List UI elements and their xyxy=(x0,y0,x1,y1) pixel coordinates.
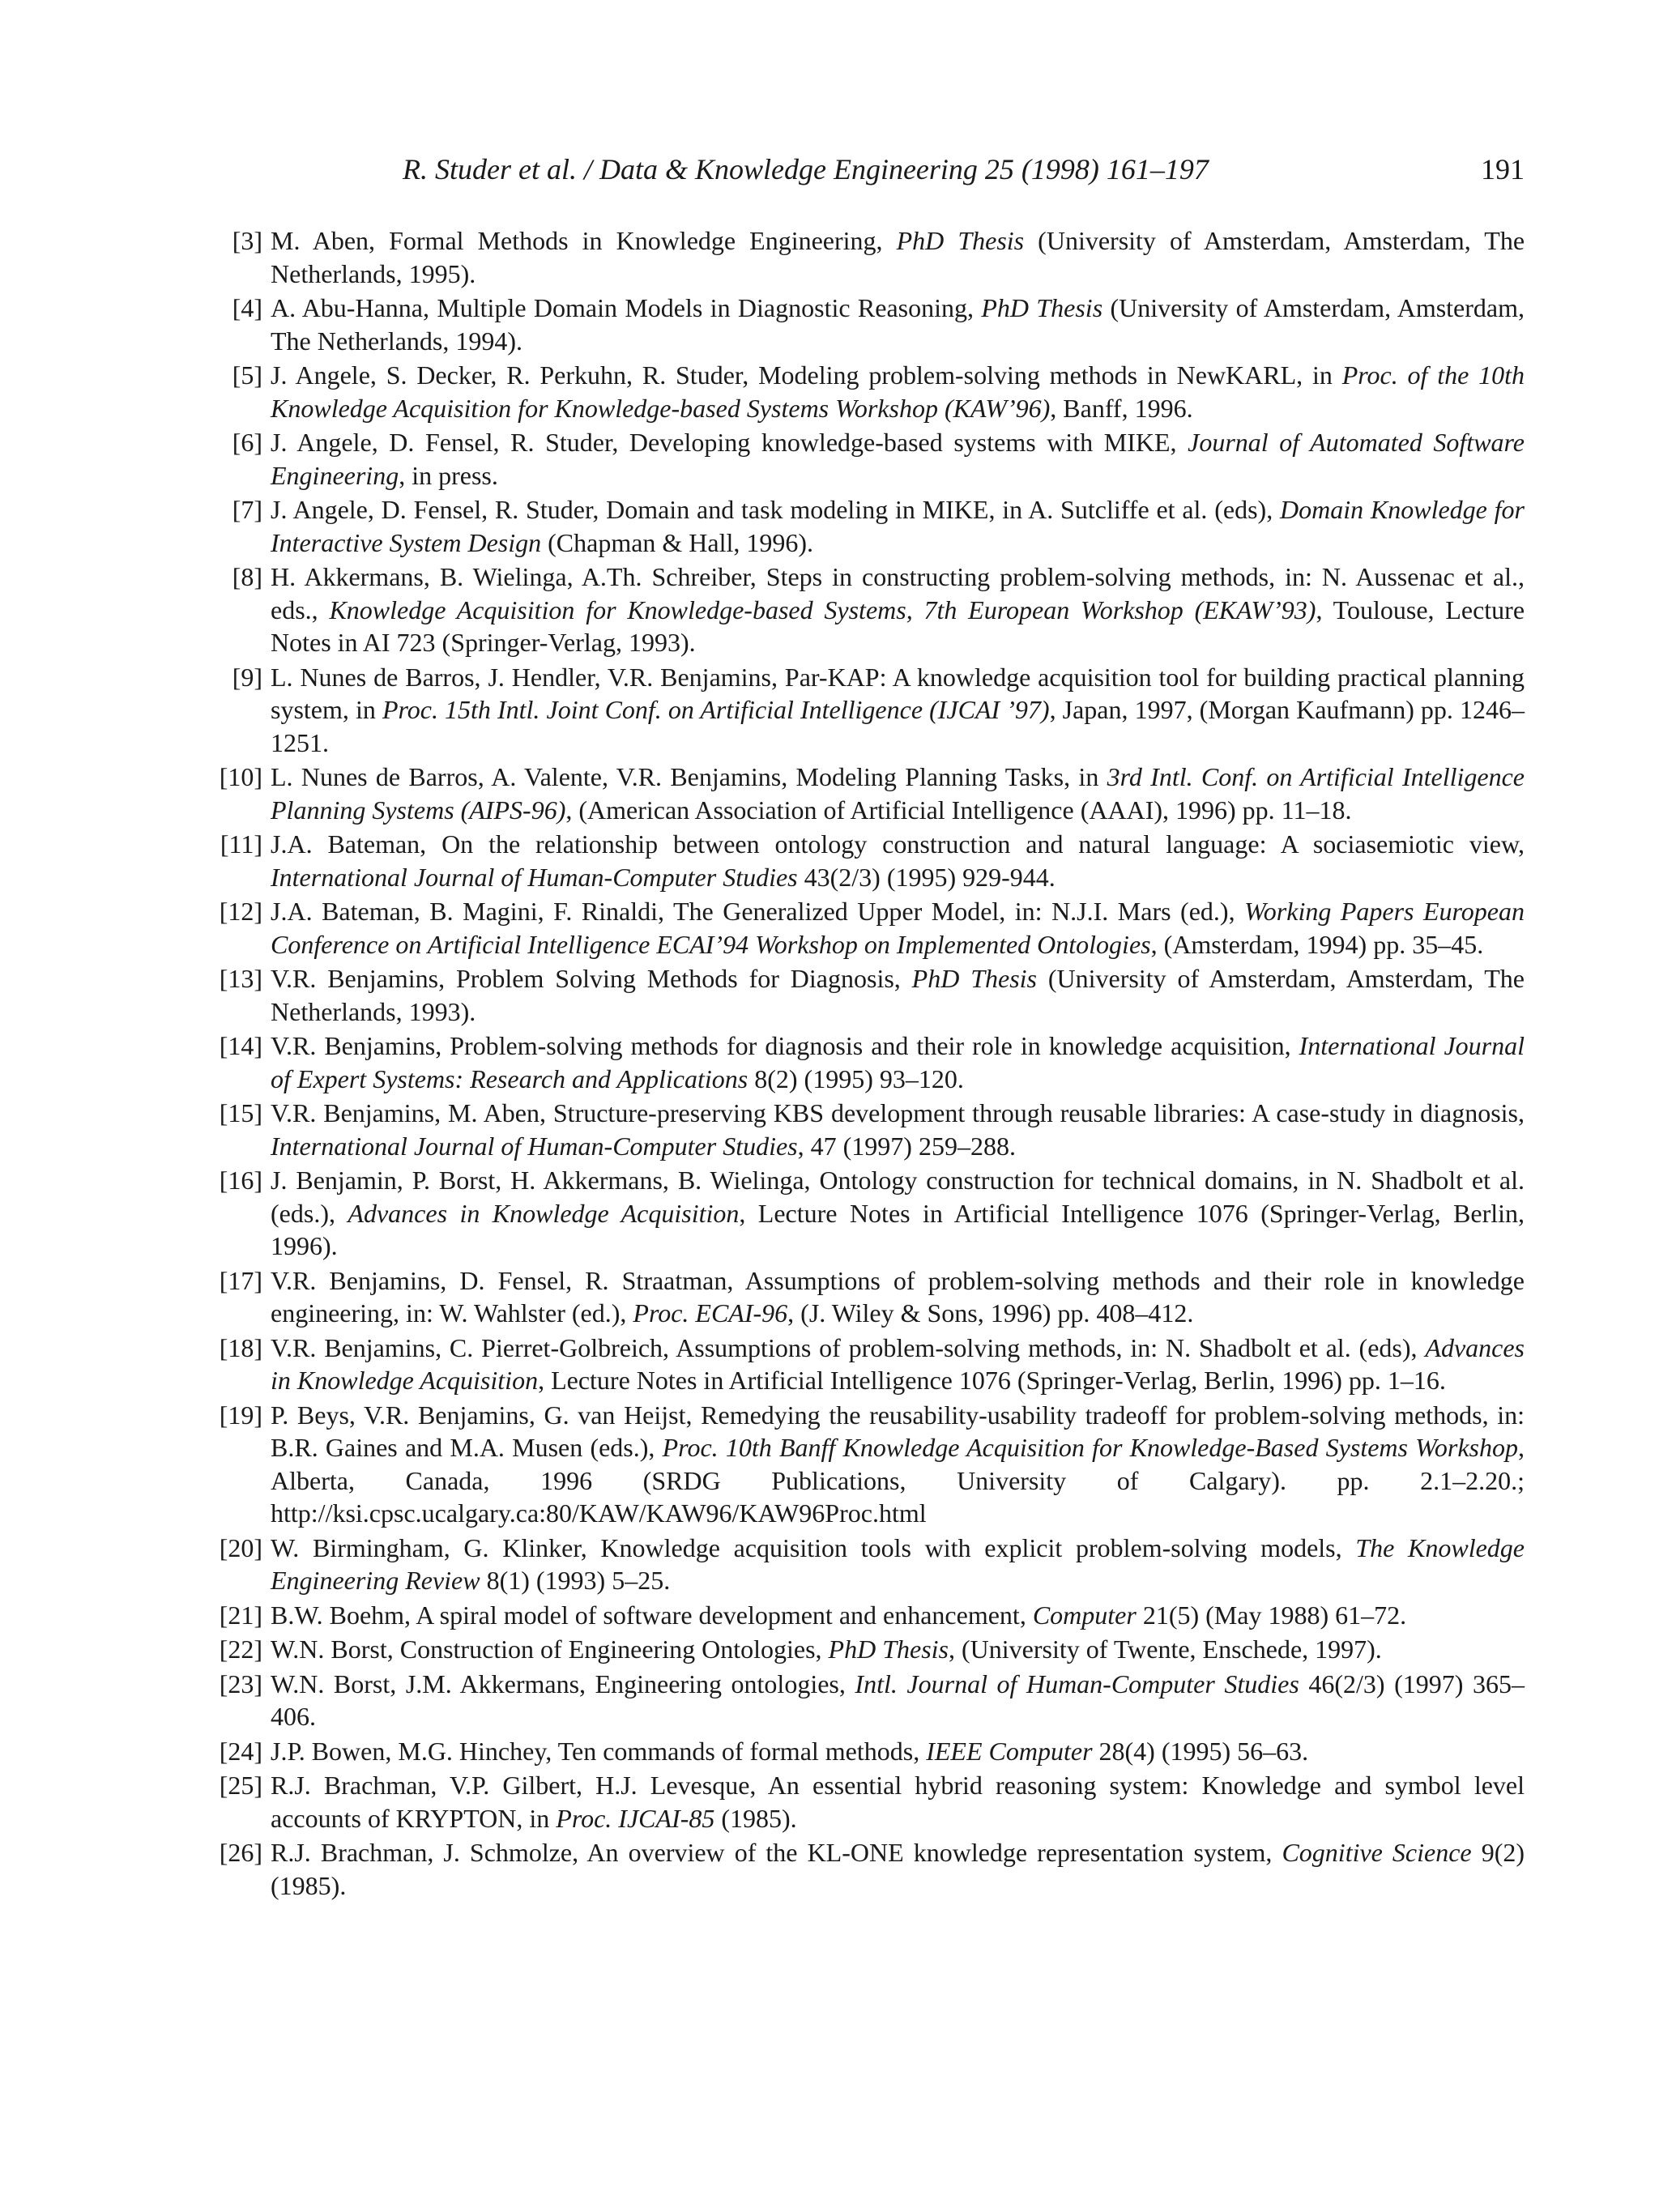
reference-segment: H. Akkermans, B. Wielinga, A.Th. Schreiber, Steps in constructing problem-solving methods, in: N. Aussenac et al., eds., xyxy=(271,562,1525,624)
reference-italic-segment: PhD Thesis xyxy=(911,964,1037,993)
reference-segment: , Lecture Notes in Artificial Intelligence 1076 (Springer-Verlag, Berlin, 1996). xyxy=(271,1198,1525,1260)
reference-italic-segment: Domain Knowledge for Interactive System Design xyxy=(271,495,1525,557)
reference-item xyxy=(188,292,1525,357)
reference-number: [15] xyxy=(219,1098,262,1127)
reference-number: [4] xyxy=(232,293,262,322)
reference-italic-segment: Proc. 10th Banff Knowledge Acquisition for Knowledge-Based Systems Workshop xyxy=(662,1433,1519,1462)
reference-segment: V.R. Benjamins, M. Aben, Structure-preserving KBS development through reusable libraries: A case-study in diagnosis, xyxy=(271,1098,1525,1127)
reference-italic-segment: Advances in Knowledge Acquisition xyxy=(271,1332,1525,1395)
reference-italic-segment: Proc. IJCAI-85 xyxy=(556,1803,715,1833)
reference-italic-segment: Proc. 15th Intl. Joint Conf. on Artificial Intelligence (IJCAI ’97) xyxy=(382,695,1050,724)
reference-segment: L. Nunes de Barros, A. Valente, V.R. Benjamins, Modeling Planning Tasks, in xyxy=(271,762,1107,791)
reference-number: [24] xyxy=(219,1736,262,1766)
reference-italic-segment: Proc. of the 10th Knowledge Acquisition for Knowledge-based Systems Workshop (KAW’96) xyxy=(271,360,1525,423)
reference-segment: A. Abu-Hanna, Multiple Domain Models in Diagnostic Reasoning, xyxy=(271,293,982,322)
reference-segment: J. Angele, D. Fensel, R. Studer, Developing knowledge-based systems with MIKE, xyxy=(271,428,1188,457)
reference-segment: , (American Association of Artificial Intelligence (AAAI), 1996) pp. 11–18. xyxy=(565,795,1352,825)
reference-italic-segment: Knowledge Acquisition for Knowledge-based Systems, 7th European Workshop (EKAW’93) xyxy=(329,595,1316,624)
reference-number: [26] xyxy=(219,1838,262,1867)
reference-number: [22] xyxy=(219,1634,262,1664)
reference-italic-segment: The Knowledge Engineering Review xyxy=(271,1532,1525,1595)
reference-number: [14] xyxy=(219,1031,262,1060)
reference-text xyxy=(271,897,1525,959)
reference-italic-segment: International Journal of Expert Systems: Research and Applications xyxy=(271,1031,1525,1093)
reference-number: [11] xyxy=(220,829,262,859)
reference-list xyxy=(188,224,1525,1903)
reference-italic-segment: PhD Thesis xyxy=(828,1634,949,1664)
reference-text xyxy=(271,1838,1525,1900)
reference-segment: , (J. Wiley & Sons, 1996) pp. 408–412. xyxy=(787,1298,1194,1328)
reference-item xyxy=(188,1029,1525,1095)
reference-segment: 28(4) (1995) 56–63. xyxy=(1092,1736,1309,1766)
reference-segment: , Alberta, Canada, 1996 (SRDG Publications, University of Calgary). pp. 2.1–2.20.; http://ksi.cpsc.ucalgary.ca:80/KAW/KAW96/KAW96Proc.html xyxy=(271,1433,1525,1528)
reference-text xyxy=(271,663,1525,757)
reference-text xyxy=(271,293,1525,356)
reference-number: [3] xyxy=(232,226,262,255)
page-number: 191 xyxy=(1481,153,1525,185)
reference-number: [17] xyxy=(219,1265,262,1295)
reference-segment: 21(5) (May 1988) 61–72. xyxy=(1136,1600,1407,1630)
reference-segment: V.R. Benjamins, C. Pierret-Golbreich, Assumptions of problem-solving methods, in: N. Shadbolt et al. (eds), xyxy=(271,1332,1426,1362)
reference-item xyxy=(188,1532,1525,1597)
reference-segment: (Chapman & Hall, 1996). xyxy=(541,527,814,557)
reference-segment: W.N. Borst, Construction of Engineering Ontologies, xyxy=(271,1634,829,1664)
reference-segment: J. Benjamin, P. Borst, H. Akkermans, B. Wielinga, Ontology construction for technical domains, in N. Shadbolt et al. (eds.), xyxy=(271,1166,1525,1228)
reference-segment: , Japan, 1997, (Morgan Kaufmann) pp. 1246–1251. xyxy=(271,695,1525,757)
reference-italic-segment: Journal of Automated Software Engineering xyxy=(271,428,1525,490)
reference-number: [18] xyxy=(219,1332,262,1362)
reference-number: [16] xyxy=(219,1166,262,1195)
reference-segment: J.P. Bowen, M.G. Hinchey, Ten commands of formal methods, xyxy=(271,1736,927,1766)
reference-item xyxy=(188,1735,1525,1768)
reference-item xyxy=(188,828,1525,893)
reference-item xyxy=(188,1399,1525,1530)
reference-italic-segment: Intl. Journal of Human-Computer Studies xyxy=(855,1669,1299,1698)
reference-text xyxy=(271,762,1525,825)
reference-segment: (University of Amsterdam, Amsterdam, The Netherlands, 1994). xyxy=(271,293,1525,356)
reference-italic-segment: PhD Thesis xyxy=(981,293,1103,322)
reference-text xyxy=(271,1533,1525,1596)
reference-italic-segment: Working Papers European Conference on Artificial Intelligence ECAI’94 Workshop on Implemented Ontologies xyxy=(271,897,1525,959)
reference-segment: (University of Amsterdam, Amsterdam, The Netherlands, 1993). xyxy=(271,964,1525,1026)
reference-item xyxy=(188,224,1525,290)
reference-italic-segment: PhD Thesis xyxy=(896,226,1025,255)
reference-number: [20] xyxy=(219,1532,262,1562)
reference-item xyxy=(188,1097,1525,1162)
reference-segment: , 47 (1997) 259–288. xyxy=(797,1131,1016,1161)
reference-text xyxy=(271,1634,1382,1664)
reference-segment: B.W. Boehm, A spiral model of software development and enhancement, xyxy=(271,1600,1033,1630)
reference-segment: R.J. Brachman, J. Schmolze, An overview of the KL-ONE knowledge representation system, xyxy=(271,1838,1282,1867)
reference-item xyxy=(188,560,1525,659)
reference-text xyxy=(271,495,1525,557)
reference-text xyxy=(271,1333,1525,1396)
reference-item xyxy=(188,1633,1525,1666)
reference-item xyxy=(188,1599,1525,1632)
reference-number: [9] xyxy=(232,662,262,692)
reference-segment: , (Amsterdam, 1994) pp. 35–45. xyxy=(1150,929,1484,959)
reference-segment: W.N. Borst, J.M. Akkermans, Engineering ontologies, xyxy=(271,1669,855,1698)
reference-item xyxy=(188,426,1525,492)
reference-text xyxy=(271,1266,1525,1328)
reference-text xyxy=(271,1098,1525,1161)
reference-text xyxy=(271,1166,1525,1260)
reference-segment: , in press. xyxy=(399,460,498,490)
reference-item xyxy=(188,1668,1525,1733)
reference-number: [5] xyxy=(232,360,262,390)
reference-item xyxy=(188,359,1525,424)
reference-number: [25] xyxy=(219,1771,262,1800)
reference-text xyxy=(271,829,1525,892)
reference-segment: V.R. Benjamins, Problem-solving methods for diagnosis and their role in knowledge acquisition, xyxy=(271,1031,1299,1060)
reference-number: [23] xyxy=(219,1669,262,1698)
reference-italic-segment: Cognitive Science xyxy=(1282,1838,1472,1867)
reference-number: [12] xyxy=(219,897,262,926)
reference-segment: , Lecture Notes in Artificial Intelligence 1076 (Springer-Verlag, Berlin, 1996) pp. 1–16. xyxy=(538,1366,1446,1395)
reference-text xyxy=(271,360,1525,423)
reference-segment: P. Beys, V.R. Benjamins, G. van Heijst, Remedying the reusability-usability tradeoff for problem-solving methods, in: B.R. Gaines and M.A. Musen (eds.), xyxy=(271,1400,1525,1462)
reference-segment: 46(2/3) (1997) 365–406. xyxy=(271,1669,1525,1731)
reference-italic-segment: IEEE Computer xyxy=(926,1736,1093,1766)
reference-segment: , Toulouse, Lecture Notes in AI 723 (Springer-Verlag, 1993). xyxy=(271,595,1525,657)
reference-segment: M. Aben, Formal Methods in Knowledge Engineering, xyxy=(271,226,897,255)
reference-text xyxy=(271,1771,1525,1833)
reference-segment: 9(2) (1985). xyxy=(271,1838,1525,1900)
reference-italic-segment: Computer xyxy=(1032,1600,1137,1630)
reference-text xyxy=(271,964,1525,1026)
reference-item xyxy=(188,1769,1525,1835)
reference-number: [21] xyxy=(219,1600,262,1630)
reference-segment: (1985). xyxy=(714,1803,797,1833)
reference-text xyxy=(271,226,1525,288)
reference-segment: R.J. Brachman, V.P. Gilbert, H.J. Levesque, An essential hybrid reasoning system: Knowledge and symbol level accounts of KRYPTON, in xyxy=(271,1771,1525,1833)
reference-item xyxy=(188,1836,1525,1902)
reference-italic-segment: International Journal of Human-Computer Studies xyxy=(271,1131,798,1161)
reference-text xyxy=(271,1400,1525,1528)
reference-segment: J.A. Bateman, On the relationship between ontology construction and natural language: A sociasemiotic view, xyxy=(271,829,1525,859)
reference-segment: 43(2/3) (1995) 929-944. xyxy=(797,862,1056,892)
reference-item xyxy=(188,661,1525,760)
reference-item xyxy=(188,895,1525,961)
reference-text xyxy=(271,1737,1308,1766)
reference-segment: L. Nunes de Barros, J. Hendler, V.R. Benjamins, Par-KAP: A knowledge acquisition tool for building practical planning system, in xyxy=(271,662,1525,724)
reference-segment: J.A. Bateman, B. Magini, F. Rinaldi, The Generalized Upper Model, in: N.J.I. Mars (ed.), xyxy=(271,897,1245,926)
reference-item xyxy=(188,1332,1525,1397)
running-title: R. Studer et al. / Data & Knowledge Engineering 25 (1998) 161–197 xyxy=(403,153,1209,185)
reference-segment: 8(1) (1993) 5–25. xyxy=(480,1566,671,1595)
reference-text xyxy=(271,562,1525,657)
reference-segment: J. Angele, D. Fensel, R. Studer, Domain and task modeling in MIKE, in A. Sutcliffe et al. (eds), xyxy=(271,495,1280,524)
reference-item xyxy=(188,962,1525,1028)
reference-item xyxy=(188,761,1525,826)
reference-segment: , (University of Twente, Enschede, 1997). xyxy=(948,1634,1382,1664)
reference-number: [19] xyxy=(219,1400,262,1430)
reference-segment: J. Angele, S. Decker, R. Perkuhn, R. Studer, Modeling problem-solving methods in NewKARL, in xyxy=(271,360,1342,390)
reference-number: [7] xyxy=(232,495,262,524)
reference-segment: V.R. Benjamins, Problem Solving Methods for Diagnosis, xyxy=(271,964,912,993)
reference-segment: 8(2) (1995) 93–120. xyxy=(748,1063,964,1093)
reference-italic-segment: 3rd Intl. Conf. on Artificial Intelligence Planning Systems (AIPS-96) xyxy=(271,762,1525,825)
reference-text xyxy=(271,1031,1525,1093)
reference-item xyxy=(188,1264,1525,1330)
reference-italic-segment: Proc. ECAI-96 xyxy=(633,1298,788,1328)
reference-item xyxy=(188,493,1525,559)
reference-number: [13] xyxy=(219,964,262,993)
reference-number: [6] xyxy=(232,428,262,457)
reference-text xyxy=(271,1600,1406,1630)
reference-segment: W. Birmingham, G. Klinker, Knowledge acquisition tools with explicit problem-solving models, xyxy=(271,1532,1356,1562)
reference-text xyxy=(271,428,1525,490)
reference-segment: , Banff, 1996. xyxy=(1050,393,1193,423)
reference-number: [10] xyxy=(219,762,262,791)
reference-italic-segment: Advances in Knowledge Acquisition xyxy=(348,1198,740,1228)
reference-italic-segment: International Journal of Human-Computer Studies xyxy=(271,862,798,892)
running-head xyxy=(188,149,1525,190)
reference-number: [8] xyxy=(232,562,262,591)
reference-text xyxy=(271,1669,1525,1732)
reference-segment: V.R. Benjamins, D. Fensel, R. Straatman, Assumptions of problem-solving methods and their role in knowledge engineering, in: W. Wahlster (ed.), xyxy=(271,1265,1525,1328)
reference-segment: (University of Amsterdam, Amsterdam, The Netherlands, 1995). xyxy=(271,226,1525,288)
reference-item xyxy=(188,1164,1525,1263)
